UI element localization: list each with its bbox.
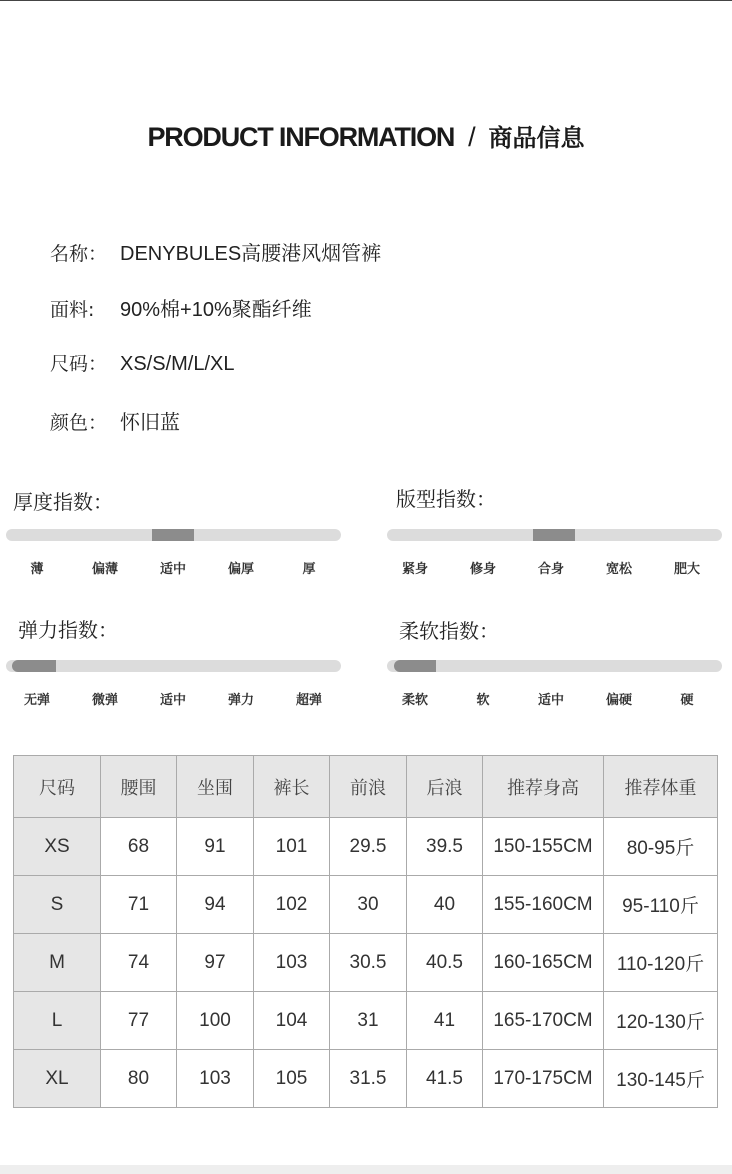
info-label: 尺码： [50, 353, 108, 375]
top-divider [0, 0, 732, 1]
fit-option: 合身 [537, 562, 564, 577]
table-header-row [14, 756, 718, 818]
table-cell: 91 [177, 818, 254, 876]
header-cell-height: 推荐身高 [483, 756, 604, 818]
fit-index-track [387, 529, 722, 541]
table-cell: 31 [330, 992, 407, 1050]
elasticity-option: 适中 [159, 693, 186, 708]
table-cell: 31.5 [330, 1050, 407, 1108]
softness-option: 柔软 [401, 693, 428, 708]
table-cell: 95-110斤 [604, 876, 718, 934]
elasticity-index-marker [12, 660, 56, 672]
fit-option: 宽松 [605, 562, 632, 577]
table-cell: 110-120斤 [604, 934, 718, 992]
table-cell: 102 [254, 876, 330, 934]
header-cell-length: 裤长 [254, 756, 330, 818]
elasticity-index-track [6, 660, 341, 672]
thickness-index-marker [152, 529, 194, 541]
info-row-fabric [50, 293, 312, 322]
elasticity-option: 超弹 [295, 693, 322, 708]
thickness-index-track [6, 529, 341, 541]
table-cell: 100 [177, 992, 254, 1050]
table-cell: 41.5 [407, 1050, 483, 1108]
table-cell: 170-175CM [483, 1050, 604, 1108]
softness-option: 偏硬 [605, 693, 632, 708]
header-cell-front-rise: 前浪 [330, 756, 407, 818]
info-value: XS/S/M/L/XL [120, 353, 235, 375]
size-cell: XL [14, 1050, 101, 1108]
table-cell: 77 [101, 992, 177, 1050]
header-cell-back-rise: 后浪 [407, 756, 483, 818]
table-row [14, 934, 718, 992]
table-cell: 94 [177, 876, 254, 934]
table-cell: 80-95斤 [604, 818, 718, 876]
softness-option: 硬 [680, 693, 694, 708]
table-cell: 41 [407, 992, 483, 1050]
table-cell: 101 [254, 818, 330, 876]
info-value: 90%棉+10%聚酯纤维 [120, 299, 312, 321]
size-cell: L [14, 992, 101, 1050]
header-cell-waist: 腰围 [101, 756, 177, 818]
thickness-index-title: 厚度指数： [13, 490, 113, 514]
fit-option: 修身 [469, 562, 496, 577]
fit-index-title: 版型指数： [396, 487, 496, 511]
bottom-band [0, 1165, 732, 1174]
info-label: 面料: [50, 299, 95, 321]
info-value: DENYBULES高腰港风烟管裤 [120, 243, 382, 265]
elasticity-option: 微弹 [91, 693, 118, 708]
table-cell: 97 [177, 934, 254, 992]
info-value: 怀旧蓝 [120, 412, 180, 434]
table-cell: 150-155CM [483, 818, 604, 876]
softness-index-title: 柔软指数： [399, 619, 499, 643]
table-cell: 80 [101, 1050, 177, 1108]
elasticity-option: 弹力 [227, 693, 254, 708]
size-table [13, 755, 718, 1108]
thickness-option: 偏厚 [227, 562, 254, 577]
title-chinese: 商品信息 [488, 124, 585, 152]
table-cell: 103 [254, 934, 330, 992]
table-cell: 30.5 [330, 934, 407, 992]
elasticity-option: 无弹 [23, 693, 50, 708]
table-cell: 105 [254, 1050, 330, 1108]
header-cell-size: 尺码 [14, 756, 101, 818]
table-cell: 71 [101, 876, 177, 934]
table-row [14, 818, 718, 876]
thickness-option: 薄 [30, 562, 44, 577]
table-cell: 120-130斤 [604, 992, 718, 1050]
title-separator: / [468, 122, 475, 152]
info-row-name [50, 237, 381, 266]
table-cell: 39.5 [407, 818, 483, 876]
thickness-option: 适中 [159, 562, 186, 577]
table-cell: 40 [407, 876, 483, 934]
table-cell: 165-170CM [483, 992, 604, 1050]
softness-index-marker [394, 660, 436, 672]
table-cell: 68 [101, 818, 177, 876]
table-cell: 30 [330, 876, 407, 934]
table-cell: 130-145斤 [604, 1050, 718, 1108]
info-label: 颜色： [50, 412, 108, 434]
size-cell: M [14, 934, 101, 992]
thickness-option: 厚 [302, 562, 316, 577]
size-cell: XS [14, 818, 101, 876]
size-cell: S [14, 876, 101, 934]
header-cell-weight: 推荐体重 [604, 756, 718, 818]
info-row-size [50, 349, 235, 376]
table-row [14, 992, 718, 1050]
fit-index-marker [533, 529, 575, 541]
table-cell: 103 [177, 1050, 254, 1108]
header-cell-hip: 坐围 [177, 756, 254, 818]
info-label: 名称： [50, 243, 108, 265]
softness-option: 适中 [537, 693, 564, 708]
fit-option: 肥大 [673, 562, 700, 577]
thickness-option: 偏薄 [91, 562, 118, 577]
table-row [14, 876, 718, 934]
fit-option: 紧身 [401, 562, 428, 577]
title-english: PRODUCT INFORMATION [147, 122, 455, 152]
table-cell: 74 [101, 934, 177, 992]
info-row-color [50, 406, 180, 435]
table-cell: 155-160CM [483, 876, 604, 934]
softness-index-track [387, 660, 722, 672]
table-row [14, 1050, 718, 1108]
softness-option: 软 [476, 693, 490, 708]
table-cell: 29.5 [330, 818, 407, 876]
table-cell: 40.5 [407, 934, 483, 992]
page-title [0, 118, 732, 153]
table-cell: 104 [254, 992, 330, 1050]
elasticity-index-title: 弹力指数： [18, 618, 118, 642]
table-cell: 160-165CM [483, 934, 604, 992]
